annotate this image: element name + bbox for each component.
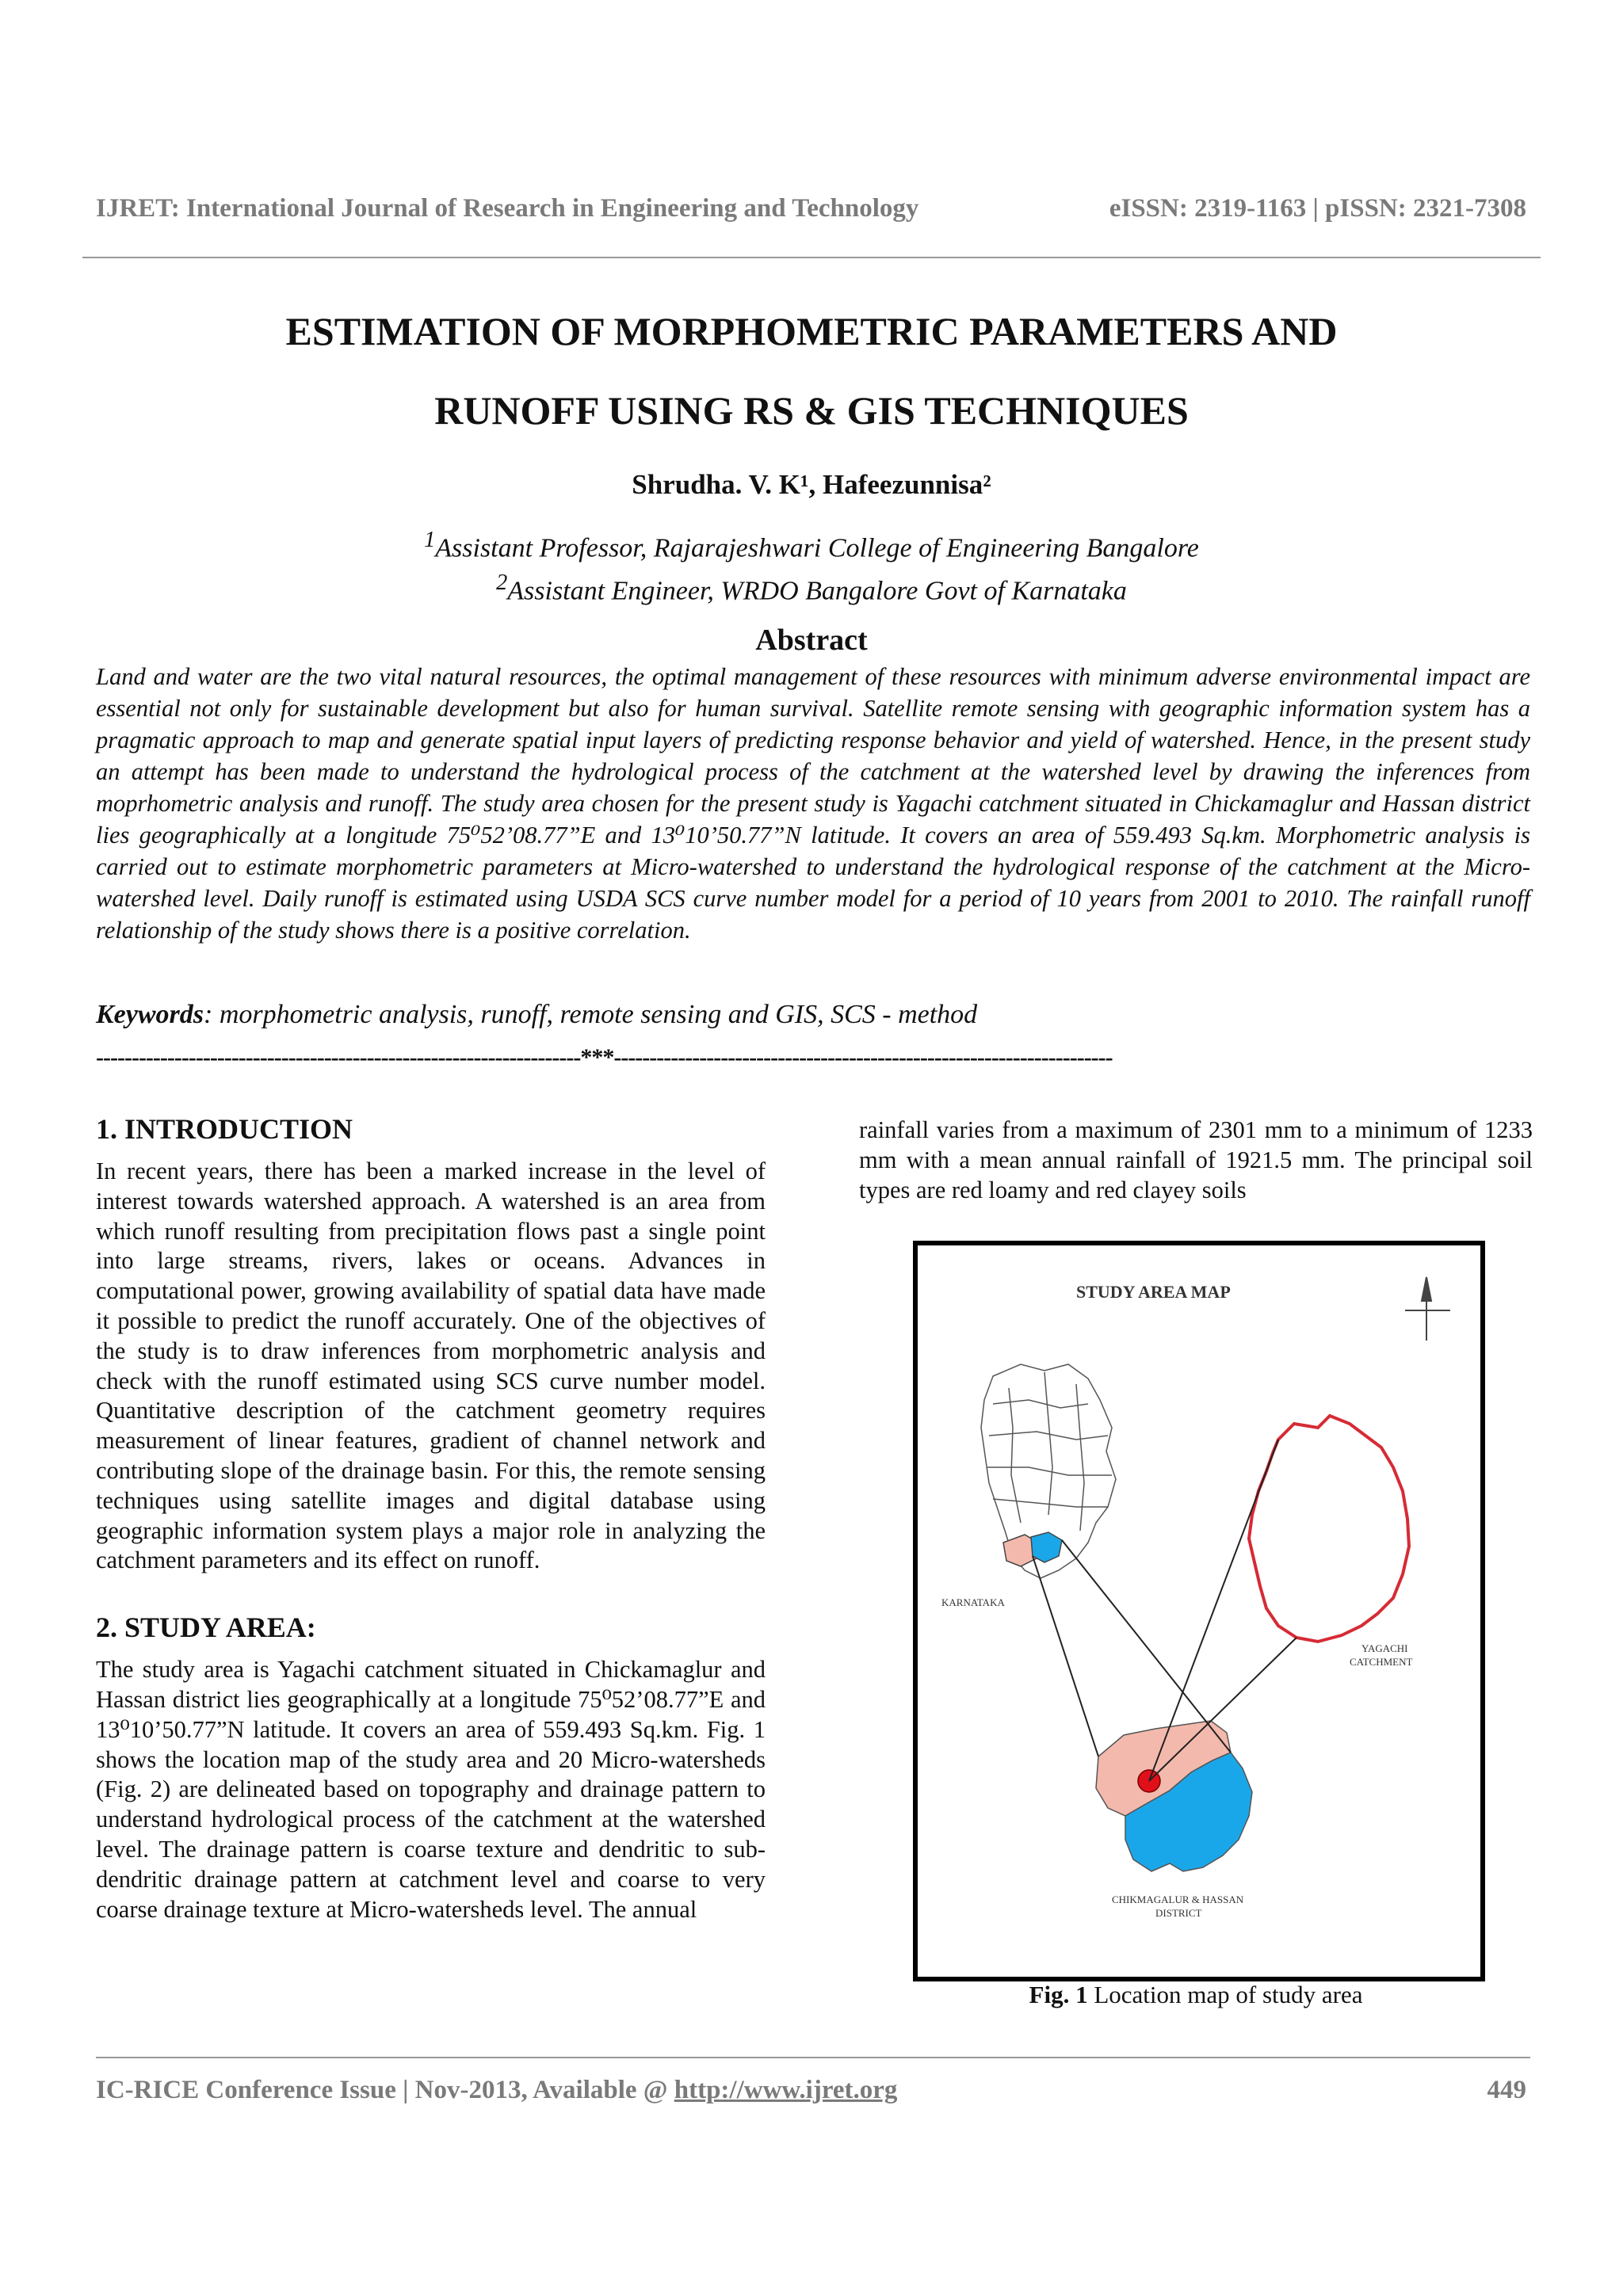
footer-issue: IC-RICE Conference Issue | Nov-2013, Available @ — [96, 2076, 674, 2104]
label-yagachi-2: CATCHMENT — [1350, 1656, 1413, 1668]
study-area-heading: 2. STUDY AREA: — [96, 1611, 316, 1644]
abstract-heading: Abstract — [755, 624, 868, 657]
affiliation-2: $^2$Assistant Engineer, WRDO Bangalore Govt of Karnataka — [496, 570, 1127, 606]
keywords — [96, 1000, 1530, 1030]
study-area-map — [918, 1245, 1480, 1977]
intro-heading: 1. INTRODUCTION — [96, 1113, 353, 1145]
affiliation-1: $^1$Assistant Professor, Rajarajeshwari College of Engineering Bangalore — [424, 528, 1199, 563]
keywords-text: : morphometric analysis, runoff, remote sensing and GIS, SCS - method — [204, 1000, 978, 1029]
figure-caption-label: Fig. 1 — [1029, 1981, 1088, 2008]
study-area-map-figure — [913, 1241, 1485, 1981]
paper-title — [82, 292, 1541, 450]
journal-link[interactable]: http://www.ijret.org — [674, 2076, 898, 2104]
study-area-text: The study area is Yagachi catchment situated in Chickamaglur and Hassan district lies geographically at a longitude 75⁰52’08.77”E and 13⁰10’50.77”N latitude. It covers an area of 559.493 Sq.km. Fig. 1 shows the location map of the study area and 20 Micro-watersheds (Fig. 2) are delineated based on topography and drainage pattern to understand hydrological process of the catchment at the watershed level. The drainage pattern is coarse texture and dendritic to sub-dendritic drainage pattern at catchment level and coarse to very coarse drainage texture at Micro-watersheds level. The annual — [96, 1656, 766, 1923]
label-yagachi-1: YAGACHI — [1361, 1642, 1408, 1654]
title-line-1: ESTIMATION OF MORPHOMETRIC PARAMETERS AND — [285, 309, 1338, 353]
left-column — [96, 1112, 766, 1924]
study-area-continued: rainfall varies from a maximum of 2301 mm to a minimum of 1233 mm with a mean annual rainfall of 1921.5 mm. The principal soil types are red loamy and red clayey soils — [859, 1116, 1533, 1203]
running-footer — [96, 2076, 1526, 2105]
yagachi-catchment-outline — [1249, 1416, 1409, 1642]
footer-rule — [96, 2057, 1530, 2058]
label-district-1: CHIKMAGALUR & HASSAN — [1112, 1894, 1244, 1905]
issn: eISSN: 2319-1163 | pISSN: 2321-7308 — [1109, 194, 1526, 223]
label-karnataka: KARNATAKA — [941, 1596, 1005, 1608]
label-district-2: DISTRICT — [1155, 1907, 1202, 1919]
figure-caption-text: Location map of study area — [1087, 1981, 1363, 2008]
figure-caption — [859, 1981, 1533, 2009]
north-arrow-icon — [1405, 1277, 1450, 1341]
header-rule — [82, 257, 1541, 258]
map-title: STUDY AREA MAP — [1076, 1282, 1231, 1302]
affiliations — [82, 523, 1541, 609]
intro-text: In recent years, there has been a marked increase in the level of interest towards watershed approach. A watershed is an area from which runoff resulting from precipitation flows past a single point into large streams, rivers, lakes or oceans. Advances in computational power, growing availability of spatial data have made it possible to predict the runoff accurately. One of the objectives of the study is to draw inferences from morphometric analysis and check with the runoff estimated using SCS curve number model. Quantitative description of the catchment geometry requires measurement of linear features, gradient of channel network and contributing slope of the drainage basin. For this, the remote sensing techniques using satellite images and digital database using geographic information system plays a major role in analyzing the catchment parameters and its effect on runoff. — [96, 1158, 766, 1574]
title-line-2: RUNOFF USING RS & GIS TECHNIQUES — [434, 388, 1189, 433]
keywords-label: Keywords — [96, 1000, 204, 1029]
page-number: 449 — [1487, 2076, 1526, 2104]
authors: Shrudha. V. K¹, Hafeezunnisa² — [632, 469, 991, 500]
running-header — [96, 194, 1526, 223]
journal-name: IJRET: International Journal of Research in Engineering and Technology — [96, 194, 919, 223]
footer-left — [96, 2076, 897, 2105]
section-separator: --------------------------------------------------------------------***---------------------------------------------------------------------- — [96, 1044, 1113, 1070]
abstract-text: Land and water are the two vital natural resources, the optimal management of these resources with minimum adverse environmental impact are essential not only for sustainable development but also for human survival. Satellite remote sensing with geographic information system has a pragmatic approach to map and generate spatial input layers of predicting response behavior and yield of watershed. Hence, in the present study an attempt has been made to understand the hydrological process of the catchment at the watershed level by drawing the inferences from moprhometric analysis and runoff. The study area chosen for the present study is Yagachi catchment situated in Chickamaglur and Hassan district lies geographically at a longitude 75⁰52’08.77”E and 13⁰10’50.77”N latitude. It covers an area of 559.493 Sq.km. Morphometric analysis is carried out to estimate morphometric parameters at Micro-watershed to understand the hydrological response of the catchment at the Micro-watershed level. Daily runoff is estimated using USDA SCS curve number model for a period of 10 years from 2001 to 2010. The rainfall runoff relationship of the study shows there is a positive correlation. — [96, 663, 1530, 944]
right-column — [859, 1116, 1533, 1205]
